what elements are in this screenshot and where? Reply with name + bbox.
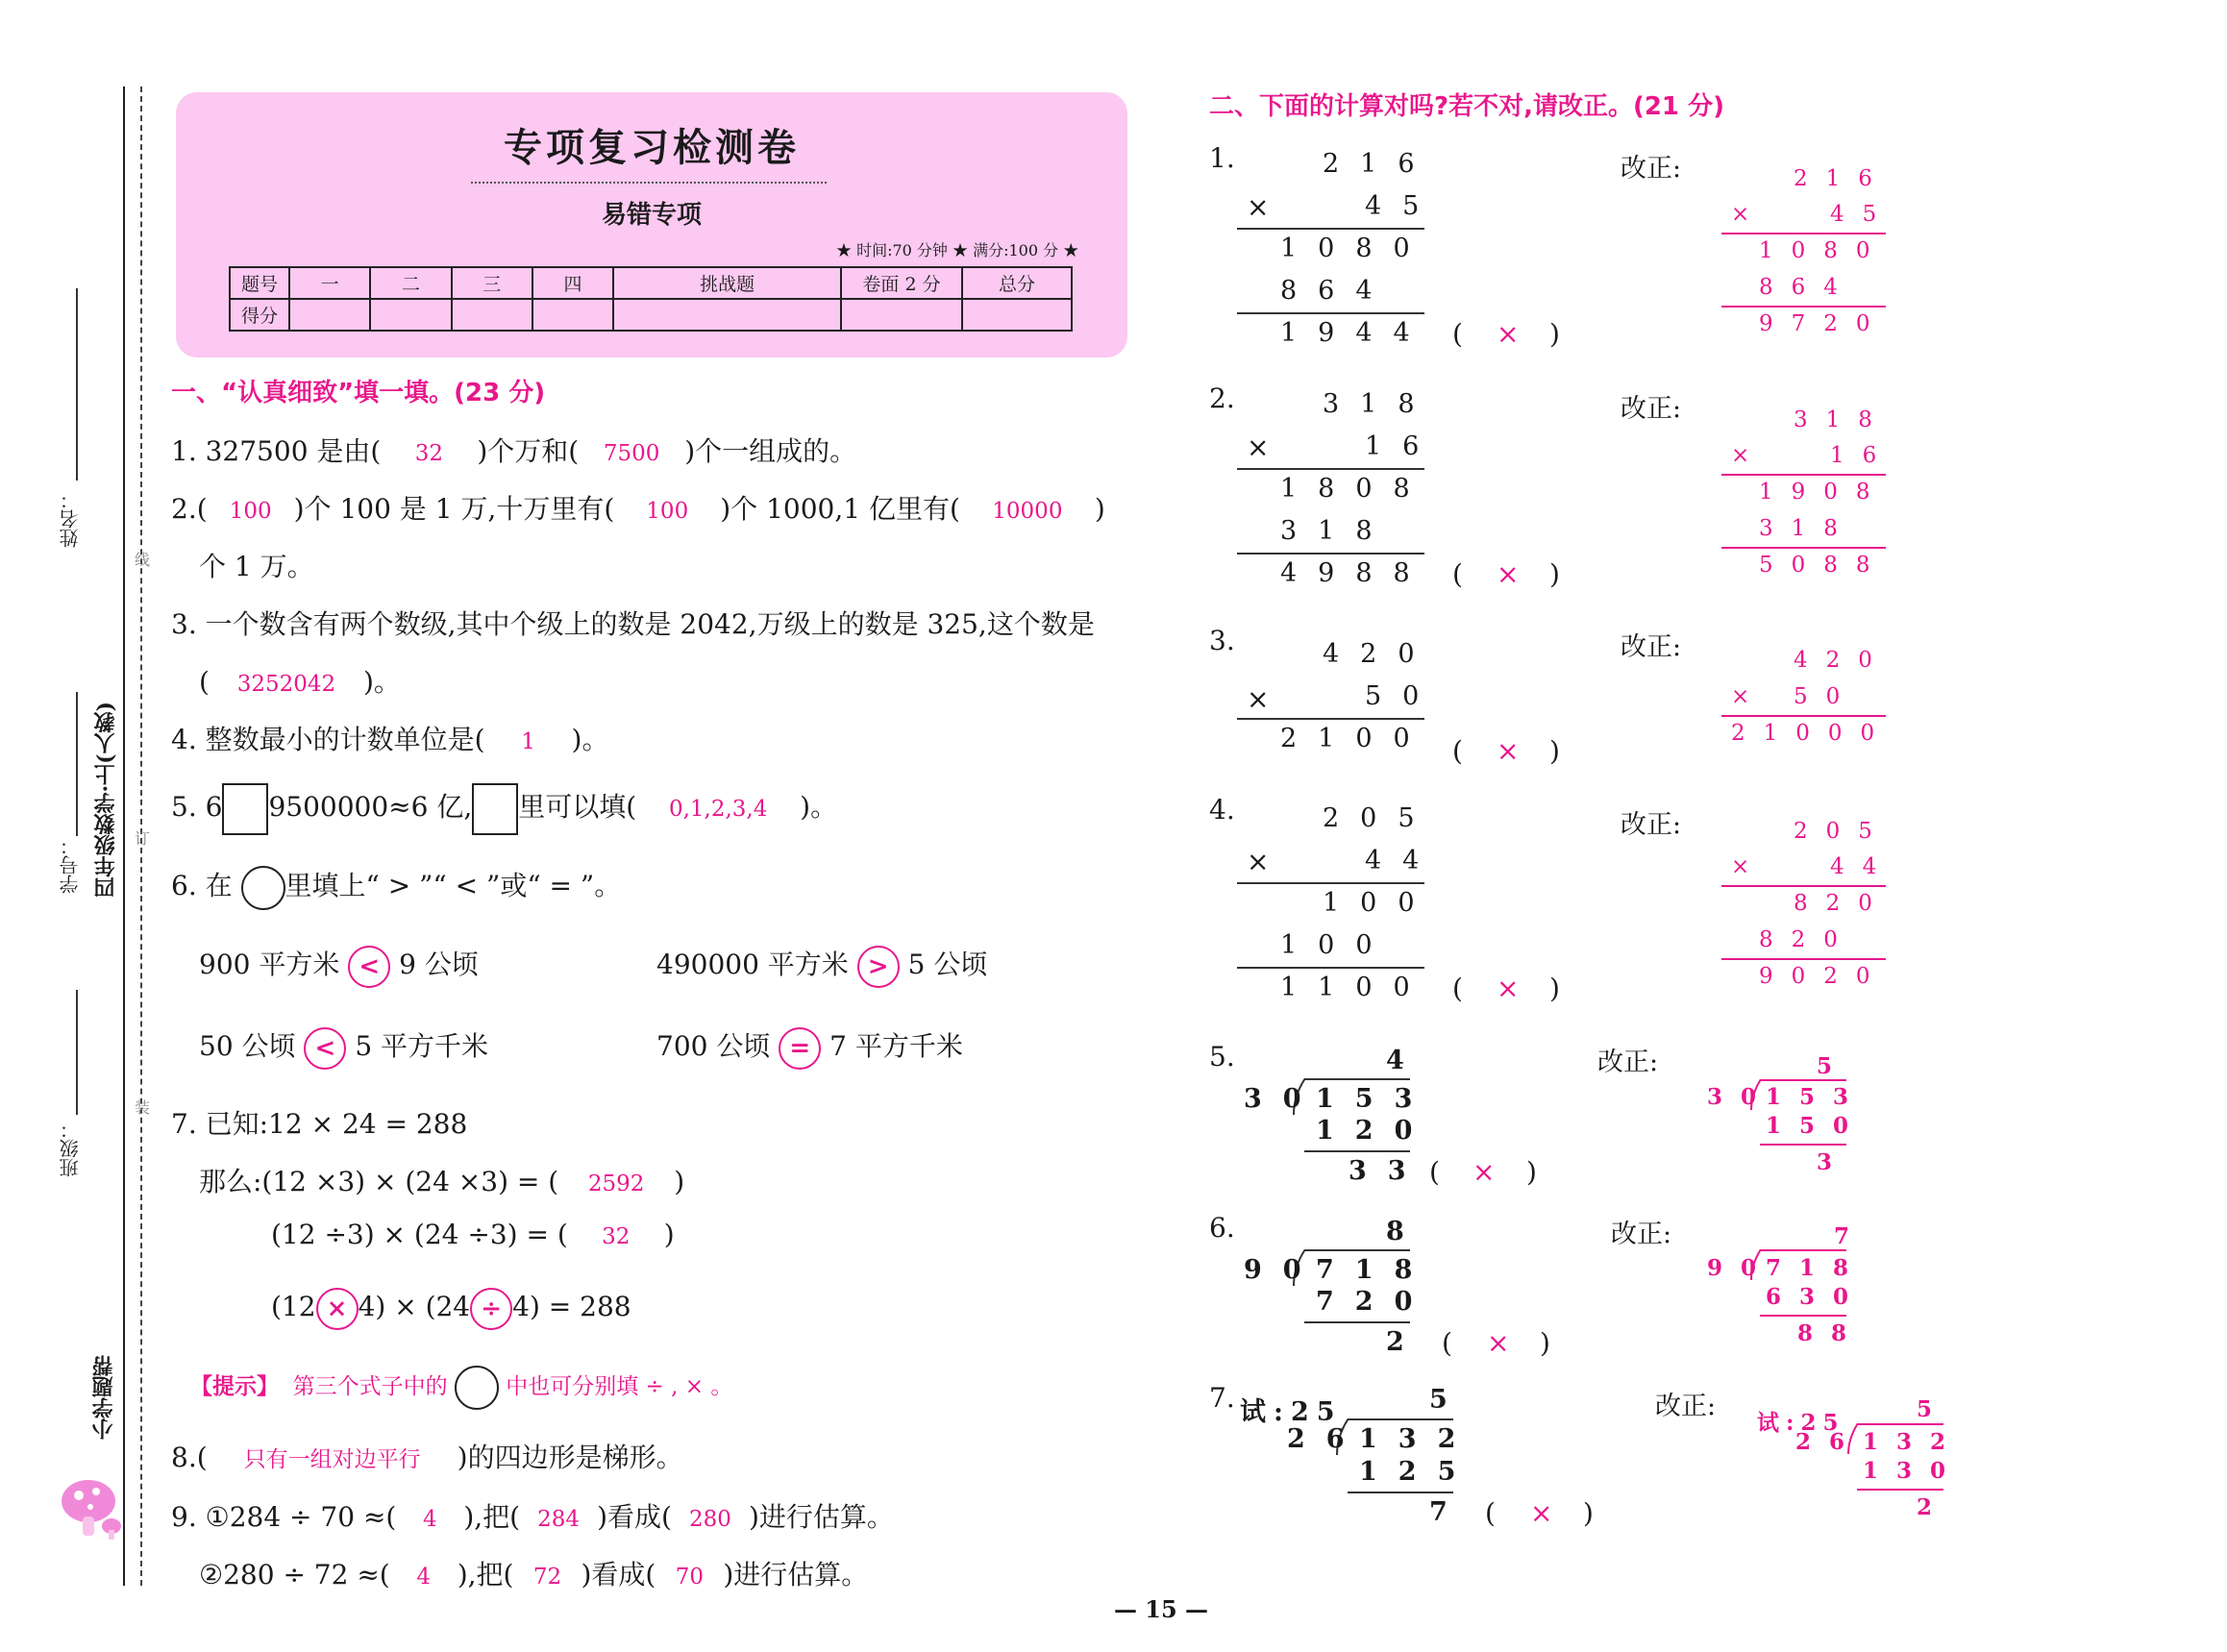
- fix-subtrahend: 630: [1766, 1284, 1868, 1310]
- wrong-mark-icon: ×: [1497, 318, 1520, 350]
- hint-label: 【提示】: [190, 1373, 279, 1399]
- fix-subtrahend: 150: [1766, 1113, 1868, 1139]
- paren: ): [1549, 973, 1560, 1004]
- partial-product: 864: [1280, 276, 1394, 306]
- multiplicand: 420: [1323, 639, 1436, 669]
- score-header-cell: 三: [452, 267, 532, 299]
- fix-rule: [1721, 306, 1886, 308]
- times-sign: ×: [1247, 846, 1270, 877]
- score-header-cell: 一: [289, 267, 370, 299]
- problem-number: 2.: [1209, 382, 1235, 414]
- binding-char-1: 线: [135, 551, 151, 569]
- fix-divisor: 26: [1795, 1429, 1864, 1455]
- compare-right: 7 平方千米: [829, 1030, 963, 1062]
- times-sign: ×: [1247, 431, 1270, 463]
- q7-text: (12 ÷3) × (24 ÷3) = (: [271, 1219, 568, 1250]
- fix-partial: 864: [1759, 275, 1856, 300]
- q2-answer-1: 100: [229, 499, 272, 524]
- fix-label: 改正:: [1621, 810, 1682, 840]
- problem-number: 1.: [1209, 142, 1235, 174]
- product: 1100: [1280, 973, 1431, 1002]
- wrong-mark-icon: ×: [1472, 1156, 1496, 1188]
- question-3: 3. 一个数含有两个数级,其中个级上的数是 2042,万级上的数是 325,这个数是: [171, 608, 1095, 640]
- circle-blank-icon: [241, 866, 285, 910]
- q9-answer: 72: [532, 1565, 562, 1590]
- product: 1944: [1280, 318, 1431, 348]
- fix-multiplier: 50: [1794, 684, 1859, 709]
- q4-text: )。: [571, 724, 609, 755]
- q7-line-2: [271, 1219, 675, 1250]
- fix-product: 21000: [1731, 721, 1893, 746]
- paren: ): [1549, 318, 1560, 350]
- compare-item: [656, 1025, 963, 1070]
- fix-rule: [1721, 958, 1886, 960]
- q5-answer: 0,1,2,3,4: [668, 797, 768, 822]
- question-6: [171, 862, 621, 910]
- fix-quotient: 5: [1917, 1396, 1951, 1422]
- paren: (: [1429, 1156, 1440, 1188]
- quotient: 5: [1429, 1385, 1469, 1415]
- q9-text: )进行估算。: [723, 1559, 869, 1590]
- multiplier: 16: [1365, 431, 1441, 461]
- q9-answer: 4: [423, 1507, 437, 1532]
- score-row-label: 得分: [230, 299, 289, 331]
- rule: [1348, 1492, 1453, 1493]
- paren: ): [1549, 735, 1560, 767]
- q2-text: )个 1000,1 亿里有(: [720, 493, 960, 525]
- multiplier: 50: [1365, 681, 1441, 711]
- paren: (: [1485, 1497, 1496, 1529]
- score-table: [229, 266, 1073, 332]
- q9-text: )进行估算。: [748, 1501, 894, 1533]
- division-bar: [1348, 1418, 1453, 1420]
- fix-partial: 1908: [1759, 480, 1889, 505]
- fix-label: 改正:: [1621, 154, 1682, 184]
- fix-label: 改正:: [1597, 1048, 1659, 1077]
- fix-division-bar: [1760, 1249, 1846, 1251]
- product: 4988: [1280, 558, 1431, 588]
- title-divider: [471, 182, 827, 184]
- partial-product: 1080: [1280, 234, 1431, 263]
- q8-text: )的四边形是梯形。: [457, 1442, 683, 1473]
- wrong-mark-icon: ×: [1487, 1327, 1510, 1359]
- mushroom-logo-icon: [58, 1470, 125, 1547]
- compare-item: [199, 944, 479, 988]
- fix-rule: [1760, 1144, 1846, 1146]
- fix-partial: 820: [1794, 891, 1891, 916]
- multiplicand: 205: [1323, 803, 1436, 833]
- score-header-cell: 总分: [962, 267, 1072, 299]
- fix-dividend: 718: [1766, 1255, 1868, 1281]
- paren: (: [1452, 735, 1463, 767]
- fix-multiplicand: 216: [1794, 166, 1891, 191]
- sidebar-name-label: 姓名：: [59, 490, 82, 548]
- q7-answer-circle-1: ×: [316, 1288, 359, 1330]
- fix-remainder: 2: [1917, 1494, 1951, 1520]
- q7-text: ): [674, 1166, 685, 1197]
- binding-char-3: 装: [135, 1098, 151, 1117]
- compare-item: [199, 1025, 488, 1070]
- hint-box: [190, 1363, 732, 1411]
- q3-text: )。: [362, 666, 401, 698]
- score-header-cell: 卷面 2 分: [841, 267, 962, 299]
- rule: [1237, 967, 1424, 969]
- fix-multiplicand: 318: [1794, 407, 1891, 432]
- q3-answer-line: [199, 661, 401, 700]
- fix-times-sign: ×: [1731, 202, 1769, 227]
- page-title: 专项复习检测卷: [504, 125, 800, 170]
- rule: [1237, 312, 1424, 314]
- fix-partial: 820: [1759, 927, 1856, 952]
- fix-rule: [1721, 547, 1886, 549]
- wrong-mark-icon: ×: [1497, 558, 1520, 590]
- q9-text: )看成(: [581, 1559, 656, 1590]
- rule: [1237, 553, 1424, 555]
- quotient: 4: [1386, 1046, 1425, 1075]
- q2-text: ): [1094, 493, 1105, 525]
- fix-trial-quotient: 试:25: [1757, 1410, 1845, 1436]
- paren: (: [1442, 1327, 1452, 1359]
- partial-product: 100: [1280, 930, 1394, 960]
- division-bar: [1304, 1249, 1410, 1251]
- compare-item: [656, 944, 987, 988]
- fix-product: 9720: [1759, 311, 1889, 336]
- multiplier: 45: [1365, 191, 1441, 221]
- fix-multiplier: 16: [1830, 443, 1895, 468]
- q2-continuation: 个 1 万。: [199, 551, 314, 582]
- fix-label: 改正:: [1621, 632, 1682, 662]
- q7-text: 4) = 288: [512, 1291, 631, 1322]
- q9-text: 9. ①284 ÷ 70 ≈(: [171, 1501, 397, 1533]
- trial-quotient: 试:25: [1240, 1397, 1343, 1427]
- q2-text: 2.(: [171, 493, 208, 525]
- score-cell[interactable]: [452, 299, 532, 331]
- exam-meta: ★ 时间:70 分钟 ★ 满分:100 分 ★: [836, 241, 1079, 259]
- question-9: [171, 1496, 894, 1535]
- q9-text: )看成(: [597, 1501, 672, 1533]
- q8-text: 8.(: [171, 1442, 208, 1473]
- compare-right: 9 公顷: [399, 949, 479, 980]
- paren: (: [1452, 318, 1463, 350]
- page-number: — 15 —: [1113, 1595, 1209, 1623]
- compare-left: 490000 平方米: [656, 949, 849, 980]
- fix-remainder: 88: [1797, 1320, 1866, 1346]
- wrong-mark-icon: ×: [1530, 1497, 1553, 1529]
- q8-answer: 只有一组对边平行: [243, 1447, 421, 1472]
- compare-left: 900 平方米: [199, 949, 340, 980]
- fix-label: 改正:: [1621, 394, 1682, 424]
- dividend: 132: [1359, 1424, 1477, 1454]
- rule: [1304, 1150, 1410, 1152]
- compare-answer-circle: <: [304, 1027, 346, 1070]
- fix-dividend: 132: [1863, 1429, 1965, 1455]
- rule: [1304, 1321, 1410, 1323]
- q7-text: ): [663, 1219, 675, 1250]
- problem-number: 6.: [1209, 1212, 1235, 1244]
- fix-quotient: 5: [1817, 1053, 1851, 1079]
- fix-rule: [1721, 715, 1886, 717]
- problem-number: 4.: [1209, 794, 1235, 826]
- fix-rule: [1721, 233, 1886, 234]
- question-5: [171, 780, 837, 836]
- page-subtitle: 易错专项: [601, 201, 702, 230]
- sidebar-class-label: 班级：: [59, 1120, 82, 1177]
- fix-label: 改正:: [1655, 1392, 1717, 1421]
- q2-answer-3: 10000: [992, 499, 1063, 524]
- rule: [1237, 718, 1424, 720]
- sidebar-brand: 小学题帮: [91, 1355, 116, 1440]
- q9-answer: 70: [675, 1565, 704, 1590]
- q9-text: ),把(: [457, 1559, 514, 1590]
- question-9-part-2: [199, 1554, 868, 1592]
- compare-answer-circle: <: [348, 946, 390, 988]
- q9-answer: 280: [689, 1507, 731, 1532]
- q5-text: 5. 6: [171, 791, 223, 823]
- fix-multiplier: 45: [1830, 202, 1895, 227]
- remainder: 33: [1349, 1156, 1427, 1186]
- q5-blank-box[interactable]: [472, 783, 518, 835]
- fix-remainder: 3: [1817, 1149, 1851, 1175]
- q7-text: 那么:(12 ×3) × (24 ×3) = (: [199, 1166, 559, 1197]
- compare-answer-circle: =: [779, 1027, 821, 1070]
- compare-left: 50 公顷: [199, 1030, 296, 1062]
- question-2: [171, 488, 1105, 527]
- q4-answer: 1: [521, 729, 535, 754]
- fix-partial: 318: [1759, 516, 1856, 541]
- remainder: 2: [1386, 1327, 1425, 1357]
- q7-answer-1: 2592: [587, 1171, 645, 1196]
- fix-dividend: 153: [1766, 1084, 1868, 1110]
- multiplier: 44: [1365, 846, 1441, 875]
- paren: (: [1452, 973, 1463, 1004]
- problem-number: 7.: [1209, 1382, 1235, 1414]
- q7-line-3: [271, 1283, 631, 1331]
- q9-text: ②280 ÷ 72 ≈(: [199, 1559, 390, 1590]
- paren: (: [1452, 558, 1463, 590]
- q5-text: 9500000≈6 亿,: [268, 791, 473, 823]
- problem-number: 3.: [1209, 625, 1235, 656]
- q9-answer: 4: [416, 1565, 432, 1590]
- score-header-cell: 题号: [230, 267, 289, 299]
- q7-answer-2: 32: [602, 1224, 631, 1249]
- q7-text: (12: [271, 1291, 316, 1322]
- q5-blank-box[interactable]: [222, 783, 268, 835]
- dividend: 153: [1316, 1084, 1434, 1114]
- score-cell[interactable]: [962, 299, 1072, 331]
- score-header-cell: 四: [532, 267, 613, 299]
- q3-answer: 3252042: [236, 672, 336, 697]
- quotient: 8: [1386, 1217, 1425, 1246]
- q6-text: 6. 在: [171, 870, 233, 901]
- q7-answer-circle-2: ÷: [470, 1288, 512, 1330]
- partial-product: 100: [1323, 888, 1436, 918]
- fix-division-bar: [1857, 1423, 1943, 1425]
- paren: ): [1549, 558, 1560, 590]
- fix-label: 改正:: [1611, 1220, 1672, 1249]
- divisor: 30: [1244, 1084, 1323, 1114]
- fix-times-sign: ×: [1731, 684, 1769, 709]
- q1-answer-1: 32: [414, 441, 443, 466]
- question-4: [171, 719, 608, 757]
- divisor: 90: [1244, 1255, 1323, 1285]
- compare-left: 700 公顷: [656, 1030, 771, 1062]
- sidebar-grade: 四年级数学·上(人教): [93, 702, 118, 899]
- hint-text: 第三个式子中的: [292, 1374, 448, 1399]
- compare-answer-circle: >: [857, 946, 900, 988]
- q4-text: 4. 整数最小的计数单位是(: [171, 724, 485, 755]
- rule: [1237, 228, 1424, 230]
- fix-divisor: 90: [1707, 1255, 1775, 1281]
- q7-text: 4) × (24: [358, 1291, 471, 1322]
- compare-right: 5 平方千米: [355, 1030, 489, 1062]
- q2-text: )个 100 是 1 万,十万里有(: [293, 493, 615, 525]
- dividend: 718: [1316, 1255, 1434, 1285]
- fix-rule: [1721, 885, 1886, 887]
- product: 2100: [1280, 724, 1431, 753]
- multiplicand: 318: [1323, 389, 1436, 419]
- paren: ): [1540, 1327, 1550, 1359]
- fix-times-sign: ×: [1731, 854, 1769, 879]
- divisor: 26: [1287, 1424, 1366, 1454]
- q7-line-1: [199, 1161, 684, 1199]
- q1-text: 1. 327500 是由(: [171, 435, 382, 467]
- q5-text: 里可以填(: [518, 791, 637, 823]
- fix-product: 9020: [1759, 964, 1889, 989]
- fix-product: 5088: [1759, 553, 1889, 578]
- question-8: [171, 1437, 683, 1475]
- fix-divisor: 30: [1707, 1084, 1775, 1110]
- q9-text: ),把(: [463, 1501, 521, 1533]
- rule: [1237, 468, 1424, 470]
- score-header-cell: 二: [370, 267, 451, 299]
- score-header-cell: 挑战题: [613, 267, 841, 299]
- paren: ): [1526, 1156, 1537, 1188]
- subtrahend: 125: [1359, 1457, 1477, 1487]
- q9-answer: 284: [537, 1507, 581, 1532]
- score-cell[interactable]: [613, 299, 841, 331]
- fix-rule: [1760, 1315, 1846, 1317]
- fix-times-sign: ×: [1731, 443, 1769, 468]
- q1-answer-2: 7500: [603, 441, 660, 466]
- problem-number: 5.: [1209, 1041, 1235, 1073]
- rule: [1237, 882, 1424, 884]
- subtrahend: 720: [1316, 1287, 1434, 1317]
- division-bar: [1304, 1078, 1410, 1080]
- score-cell[interactable]: [841, 299, 962, 331]
- q5-text: )。: [800, 791, 838, 823]
- fix-rule: [1857, 1489, 1943, 1491]
- circle-blank-icon: [455, 1366, 499, 1410]
- binding-char-2: 订: [135, 829, 151, 848]
- q1-text: )个万和(: [477, 435, 580, 467]
- fix-division-bar: [1760, 1079, 1846, 1081]
- score-cell[interactable]: [532, 299, 613, 331]
- remainder: 7: [1429, 1497, 1469, 1527]
- paren: ): [1583, 1497, 1594, 1529]
- fix-multiplicand: 205: [1794, 819, 1891, 844]
- subtrahend: 120: [1316, 1116, 1434, 1146]
- question-7: 7. 已知:12 × 24 = 288: [171, 1108, 468, 1140]
- q2-answer-2: 100: [646, 499, 689, 524]
- hint-text: 中也可分别填 ÷ , × 。: [506, 1374, 733, 1399]
- score-cell[interactable]: [370, 299, 451, 331]
- multiplicand: 216: [1323, 149, 1436, 179]
- fix-multiplier: 44: [1830, 854, 1895, 879]
- compare-right: 5 公顷: [907, 949, 988, 980]
- section2-title: 二、下面的计算对吗?若不对,请改正。(21 分): [1209, 92, 1724, 121]
- fix-quotient: 7: [1834, 1223, 1868, 1249]
- partial-product: 1808: [1280, 474, 1431, 504]
- partial-product: 318: [1280, 516, 1394, 546]
- score-cell[interactable]: [289, 299, 370, 331]
- question-1: [171, 431, 856, 469]
- q1-text: )个一组成的。: [684, 435, 857, 467]
- q6-text: 里填上“ > ”“ < ”或“ = ”。: [285, 870, 622, 901]
- fix-rule: [1721, 474, 1886, 476]
- fix-multiplicand: 420: [1794, 648, 1891, 673]
- fix-partial: 1080: [1759, 238, 1889, 263]
- sidebar-id-label: 学号：: [59, 836, 82, 894]
- q3-text: (: [199, 666, 210, 698]
- times-sign: ×: [1247, 191, 1270, 223]
- times-sign: ×: [1247, 683, 1270, 715]
- section1-title: 一、“认真细致”填一填。(23 分): [171, 379, 546, 407]
- fix-subtrahend: 130: [1863, 1458, 1965, 1484]
- wrong-mark-icon: ×: [1497, 735, 1520, 767]
- wrong-mark-icon: ×: [1497, 973, 1520, 1004]
